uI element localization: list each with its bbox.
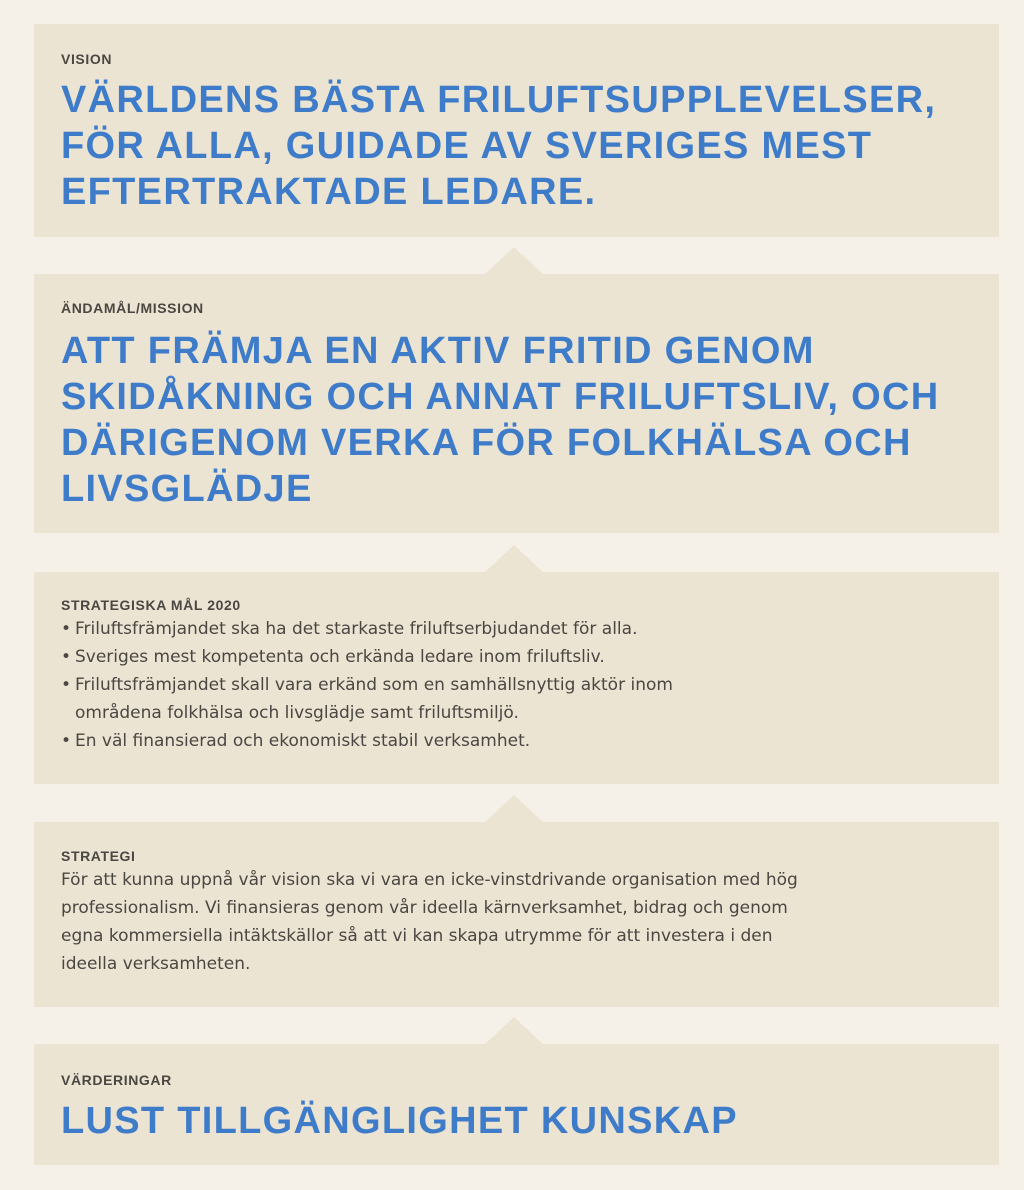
goal-item: • Friluftsfrämjandet ska ha det starkaste friluftserbjudandet för alla. xyxy=(61,615,725,643)
goal-item: • Sveriges mest kompetenta och erkända ledare inom friluftsliv. xyxy=(61,643,725,671)
vision-box xyxy=(34,24,999,237)
strategy-text: För att kunna uppnå vår vision ska vi vara en icke-vinstdrivande organisation med hög professionalism. Vi finansieras genom vår ideella kärnverksamhet, bidrag och genom egna kommersiella intäktskällor så att vi kan skapa utrymme för att investera i den ideella verksamheten. xyxy=(61,870,798,974)
mission-box xyxy=(34,274,999,533)
connector-arrow-mission xyxy=(484,247,544,275)
goals-box xyxy=(34,572,999,784)
connector-arrow-values xyxy=(484,1017,544,1045)
values-statement: LUST TILLGÄNGLIGHET KUNSKAP xyxy=(61,1100,738,1142)
connector-arrow-goals xyxy=(484,545,544,573)
strategy-box xyxy=(34,822,999,1007)
mission-statement: ATT FRÄMJA EN AKTIV FRITID GENOM SKIDÅKNING OCH ANNAT FRILUFTSLIV, OCH DÄRIGENOM VERKA FÖR FOLKHÄLSA OCH LIVSGLÄDJE xyxy=(61,330,940,510)
vision-statement: VÄRLDENS BÄSTA FRILUFTSUPPLEVELSER, FÖR ALLA, GUIDADE AV SVERIGES MEST EFTERTRAKTADE LEDARE. xyxy=(61,79,937,213)
strategy-label: STRATEGI xyxy=(61,848,136,864)
values-label: VÄRDERINGAR xyxy=(61,1072,172,1088)
values-box xyxy=(34,1044,999,1165)
vision-label: VISION xyxy=(61,51,113,67)
mission-label: ÄNDAMÅL/MISSION xyxy=(61,300,204,316)
goals-label: STRATEGISKA MÅL 2020 xyxy=(61,597,241,613)
connector-arrow-strategy xyxy=(484,795,544,823)
goals-list xyxy=(61,615,979,755)
goal-item: • En väl finansierad och ekonomiskt stabil verksamhet. xyxy=(61,727,725,755)
goal-item: • Friluftsfrämjandet skall vara erkänd som en samhällsnyttig aktör inom områdena folkhälsa och livsglädje samt friluftsmiljö. xyxy=(61,671,725,727)
